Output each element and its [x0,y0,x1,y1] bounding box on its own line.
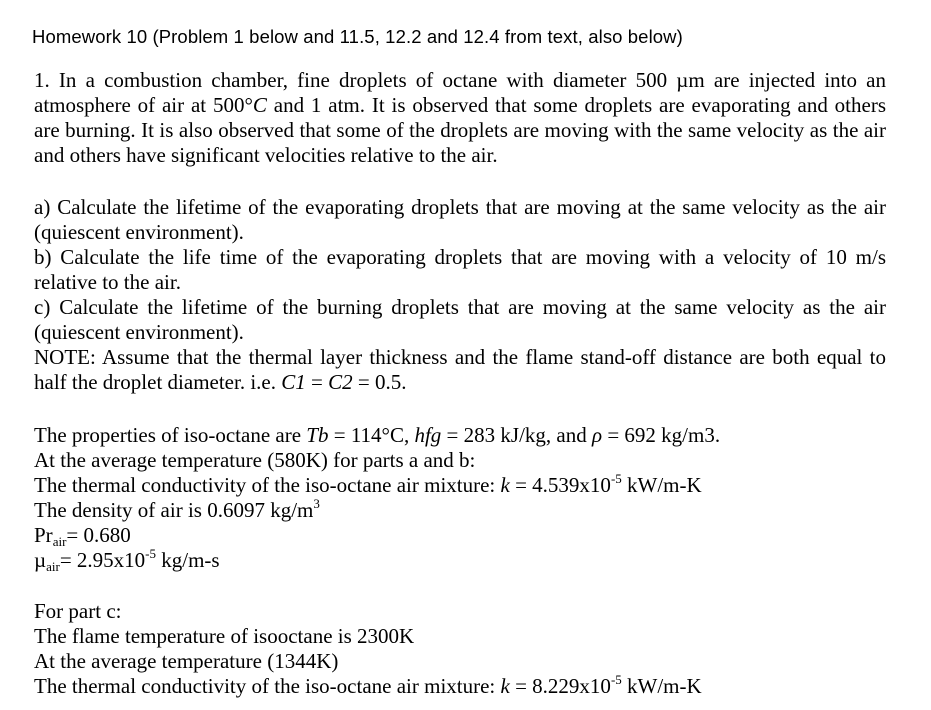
k-c-symbol: k [500,674,510,698]
k-exponent: -5 [610,471,622,486]
problem-text-end: and 1 atm. It is observed that some droplets are evaporating and others are burning. It is also observed that some of the droplets are moving with the same velocity as the air and others have significant velocities relative to the air. [34,93,886,167]
rho-value: = 692 kg/m3. [602,423,721,447]
mu-exponent: -5 [145,546,157,561]
k-symbol: k [500,473,510,497]
pr-symbol: Pr [34,523,53,547]
conductivity-c-label: The thermal conductivity of the iso-octane air mixture: [34,674,501,698]
mu-subscript: air [46,559,60,574]
thermal-conductivity-c [34,674,702,699]
k-c-exponent: -5 [610,672,622,687]
prandtl-number [34,523,131,548]
thermal-conductivity-ab [34,473,702,498]
note-c2: C2 [328,370,353,394]
k-c-value: = 8.229x10 [509,674,611,698]
tb-symbol: Tb [306,423,329,447]
air-viscosity [34,548,220,573]
density-exponent: 3 [313,496,320,511]
part-a: a) Calculate the lifetime of the evaporating droplets that are moving at the same velocity as the air (quiescent environment). [34,195,886,244]
problem-statement [34,68,886,168]
hfg-value: = 283 kJ/kg, and [441,423,592,447]
part-c-label: For part c: [34,599,122,623]
properties-label: The properties of iso-octane are [34,423,307,447]
rho-symbol: ρ [591,423,603,447]
flame-temperature: The flame temperature of isooctane is 2300K [34,624,415,648]
tb-value: = 114°C, [328,423,415,447]
average-temp-ab: At the average temperature (580K) for parts a and b: [34,448,476,472]
air-density [34,498,320,523]
pr-value: = 0.680 [66,523,131,547]
problem-text-start: 1. In a combustion chamber, fine droplets of octane with diameter 500 µm are injected into an atmosphere of air at 500° [34,68,886,117]
average-temp-c: At the average temperature (1344K) [34,649,339,673]
note-value: = 0.5. [352,370,407,394]
note-text: NOTE: Assume that the thermal layer thickness and the flame stand-off distance are both equal to half the droplet diameter. i.e. [34,345,886,394]
part-c: c) Calculate the lifetime of the burning droplets that are moving at the same velocity as the air (quiescent environment). [34,295,886,344]
density-text: The density of air is 0.6097 kg/m [34,498,314,522]
hfg-symbol: hfg [414,423,442,447]
part-b: b) Calculate the life time of the evaporating droplets that are moving with a velocity of 10 m/s relative to the air. [34,245,886,294]
note-c1: C1 [281,370,306,394]
k-c-unit: kW/m-K [621,674,702,698]
k-unit: kW/m-K [621,473,702,497]
mu-symbol: µ [34,548,47,572]
properties-line [34,423,720,448]
temperature-unit: C [252,93,267,117]
pr-subscript: air [52,534,67,549]
conductivity-label: The thermal conductivity of the iso-octane air mixture: [34,473,501,497]
note [34,345,886,395]
note-equals: = [305,370,329,394]
mu-value: = 2.95x10 [59,548,146,572]
mu-unit: kg/m-s [156,548,220,572]
k-value: = 4.539x10 [509,473,611,497]
homework-heading: Homework 10 (Problem 1 below and 11.5, 12.2 and 12.4 from text, also below) [32,26,683,47]
